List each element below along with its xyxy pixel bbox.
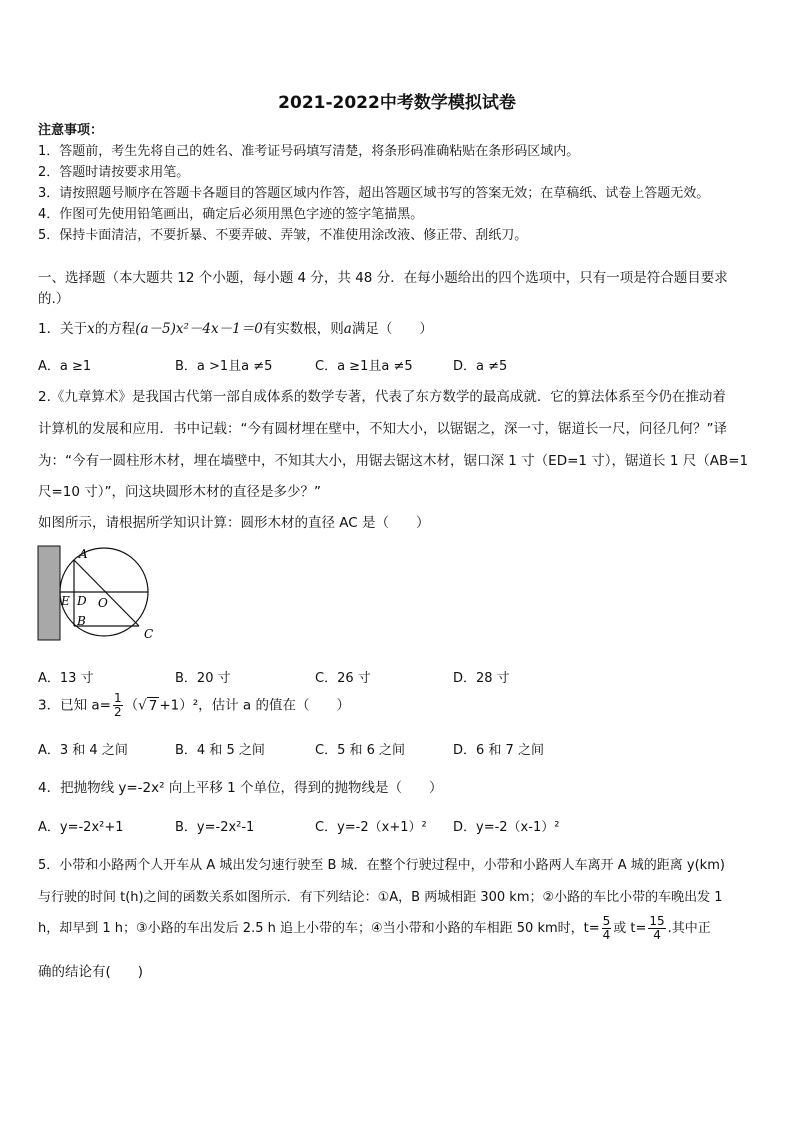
label-d: D: [77, 594, 87, 608]
section-heading-cont: 的.）: [38, 291, 70, 307]
option-a[interactable]: A．3 和 4 之间: [38, 743, 128, 758]
q5-fraction-2: $\frac{15}{4}$: [649, 914, 665, 942]
question-2-line: 2.《九章算术》是我国古代第一部自成体系的数学专著，代表了东方数学的最高成就．它的算法体系至今仍在推动着: [38, 389, 726, 405]
question-2-line: 计算机的发展和应用．书中记载：“今有圆材埋在壁中，不知大小，以锯锯之，深一寸，锯道长一尺，问径几何？”译: [38, 421, 727, 437]
question-2-line: 尺=10 寸）”，问这块圆形木材的直径是多少？”: [38, 484, 322, 500]
label-b: B: [77, 614, 86, 628]
q1-equation: (a－5)x²－4x－1＝0: [135, 321, 263, 337]
notice-item: 2．答题时请按要求用笔。: [38, 165, 190, 180]
label-e: E: [61, 594, 70, 608]
option-d[interactable]: D．28 寸: [453, 671, 510, 686]
notice-item: 3．请按照题号顺序在答题卡各题目的答题区域内作答，超出答题区域书写的答案无效；在草稿纸、试卷上答题无效。: [38, 186, 710, 201]
option-c[interactable]: C．y=-2（x+1）²: [315, 820, 427, 835]
label-o: O: [98, 596, 108, 610]
question-5-line: 确的结论有( ): [38, 964, 144, 980]
page-title: 2021-2022中考数学模拟试卷: [278, 93, 516, 113]
option-d[interactable]: D．y=-2（x-1）²: [453, 820, 560, 835]
option-c[interactable]: C．a ≥1且a ≠5: [315, 359, 413, 374]
notice-item: 1．答题前，考生先将自己的姓名、准考证号码填写清楚，将条形码准确粘贴在条形码区域内。: [38, 144, 580, 159]
question-5-line: 与行驶的时间 t(h)之间的函数关系如图所示．有下列结论：①A，B 两城相距 300 km；②小路的车比小带的车晚出发 1: [38, 890, 723, 905]
label-c: C: [144, 627, 154, 641]
option-c[interactable]: C．5 和 6 之间: [315, 743, 406, 758]
label-a: A: [79, 547, 88, 561]
section-heading: 一、选择题（本大题共 12 个小题，每小题 4 分，共 48 分．在每小题给出的四个选项中，只有一项是符合题目要求: [38, 270, 728, 286]
question-2-line: 如图所示，请根据所学知识计算：圆形木材的直径 AC 是（ ）: [38, 515, 430, 531]
option-b[interactable]: B．a >1且a ≠5: [175, 359, 273, 374]
question-1-stem: 1．关于x的方程(a－5)x²－4x－1＝0有实数根，则a满足（ ）: [38, 321, 433, 337]
question-3-stem: 3．已知 a= $\frac{1}{2}$ （√ 7 +1）²，估计 a 的值在（ ）: [38, 691, 350, 719]
option-c[interactable]: C．26 寸: [315, 671, 371, 686]
wall-rect: [38, 546, 60, 640]
option-d[interactable]: D．6 和 7 之间: [453, 743, 544, 758]
option-b[interactable]: B．20 寸: [175, 671, 231, 686]
option-a[interactable]: A．y=-2x²+1: [38, 820, 124, 835]
notice-item: 5．保持卡面清洁，不要折暴、不要弄破、弄皱，不准使用涂改液、修正带、刮纸刀。: [38, 228, 528, 243]
q3-fraction: $\frac{1}{2}$: [113, 691, 122, 719]
notice-item: 4．作图可先使用铅笔画出，确定后必须用黑色字迹的签字笔描黑。: [38, 207, 424, 222]
question-5-line: h，却早到 1 h；③小路的车出发后 2.5 h 追上小带的车；④当小带和小路的车相距 50 km时，t= $\frac{5}{4}$ 或 t= $\frac{15}{4}$ .其中正: [38, 914, 711, 942]
sqrt-symbol: √: [138, 697, 147, 714]
circle-wood-figure: [36, 543, 161, 643]
question-5-line: 5．小带和小路两个人开车从 A 城出发匀速行驶至 B 城．在整个行驶过程中，小带和小路两人车离开 A 城的距离 y(km): [38, 858, 725, 873]
option-b[interactable]: B．4 和 5 之间: [175, 743, 265, 758]
q5-fraction-1: $\frac{5}{4}$: [602, 914, 611, 942]
option-d[interactable]: D．a ≠5: [453, 359, 508, 374]
option-b[interactable]: B．y=-2x²-1: [175, 820, 255, 835]
notice-heading: 注意事项：: [38, 123, 104, 138]
option-a[interactable]: A．a ≥1: [38, 359, 92, 374]
question-2-line: 为：“今有一圆柱形木材，埋在墙壁中，不知其大小，用锯去锯这木材，锯口深 1 寸（ED=1 寸），锯道长 1 尺（AB=1: [38, 453, 749, 469]
option-a[interactable]: A．13 寸: [38, 671, 94, 686]
question-4-stem: 4．把抛物线 y=-2x² 向上平移 1 个单位，得到的抛物线是（ ）: [38, 780, 443, 796]
